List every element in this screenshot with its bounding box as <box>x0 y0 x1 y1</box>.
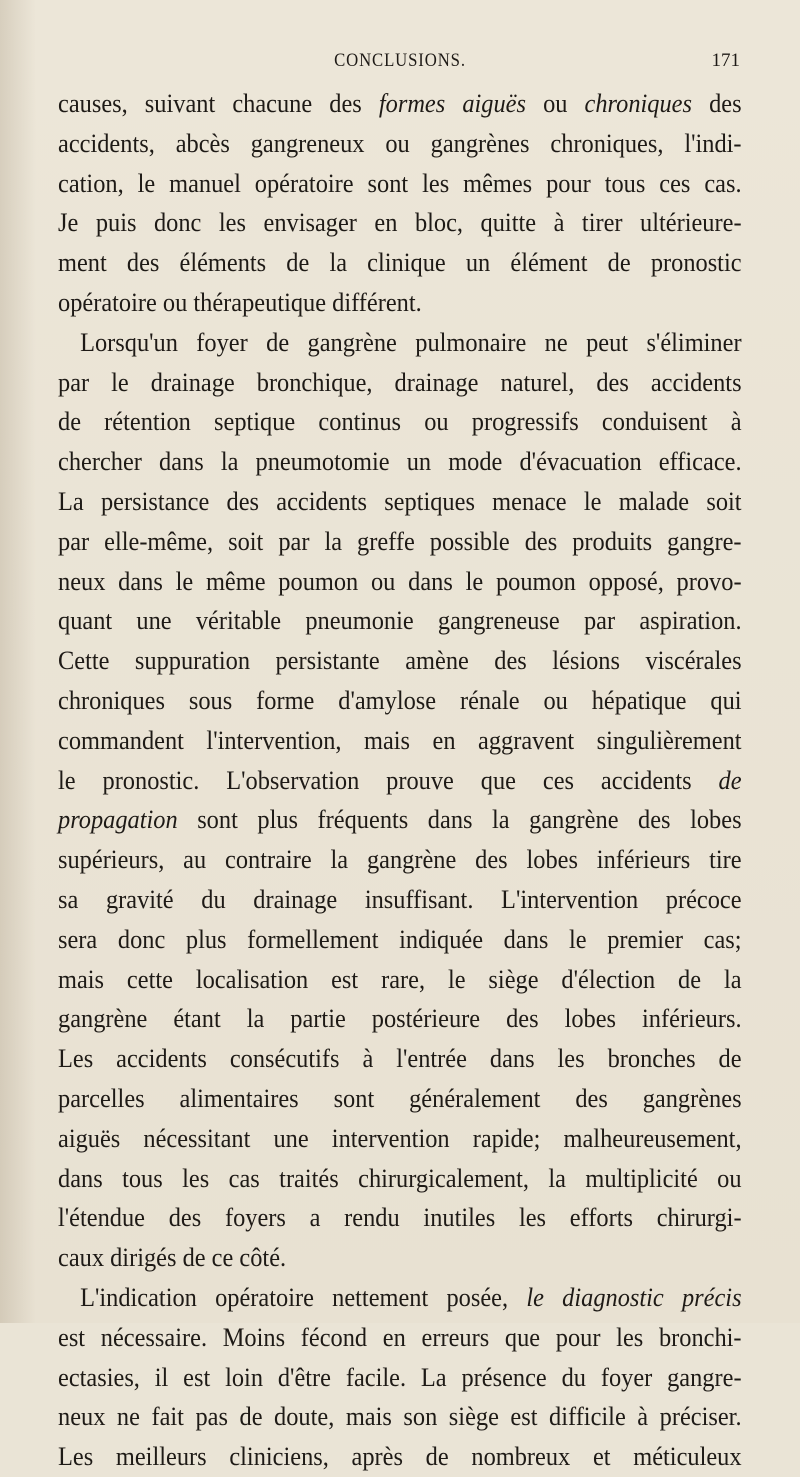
text-segment: l'étendue des foyers a rendu inutiles les efforts chirurgi- <box>58 1202 742 1233</box>
text-line <box>58 721 742 761</box>
text-segment: causes, suivant chacune des <box>58 88 379 118</box>
text-segment: par elle-même, soit par la greffe possible des produits gangre- <box>58 525 742 556</box>
text-line <box>58 601 742 641</box>
text-segment: Les accidents consécutifs à l'entrée dans les bronches de <box>58 1043 742 1074</box>
text-line <box>58 1119 742 1159</box>
text-line <box>58 363 742 403</box>
text-segment: supérieurs, au contraire la gangrène des lobes inférieurs tire <box>58 844 742 875</box>
text-line <box>58 482 742 522</box>
text-segment: le pronostic. L'observation prouve que ces accidents <box>58 764 719 795</box>
text-segment: cation, le manuel opératoire sont les mêmes pour tous ces cas. <box>58 167 742 198</box>
text-segment: des <box>691 88 742 118</box>
page-header <box>60 50 740 80</box>
text-segment: Les meilleurs cliniciens, après de nombreux et méticuleux <box>58 1441 742 1472</box>
text-line <box>58 1039 742 1079</box>
text-line <box>58 999 742 1039</box>
text-line <box>58 960 742 1000</box>
text-line <box>58 124 742 164</box>
text-segment: est nécessaire. Moins fécond en erreurs que pour les bronchi- <box>58 1321 742 1352</box>
text-segment: quant une véritable pneumonie gangreneuse par aspiration. <box>58 605 742 636</box>
text-line <box>58 641 742 681</box>
text-segment: ment des éléments de la clinique un élément de pronostic <box>58 247 742 278</box>
text-segment: de rétention septique continus ou progressifs conduisent à <box>58 406 742 437</box>
text-segment: ou <box>525 88 585 118</box>
text-segment: parcelles alimentaires sont généralement des gangrènes <box>58 1082 742 1113</box>
italic-segment: propagation <box>58 804 178 835</box>
text-line <box>58 920 742 960</box>
text-segment: chercher dans la pneumotomie un mode d'évacuation efficace. <box>58 446 742 477</box>
text-line <box>58 243 742 283</box>
text-line <box>58 84 742 124</box>
text-line <box>58 562 742 602</box>
text-line <box>58 1318 742 1358</box>
text-segment: chroniques sous forme d'amylose rénale ou hépatique qui <box>58 684 742 715</box>
text-line <box>58 880 742 920</box>
text-segment: Cette suppuration persistante amène des lésions viscérales <box>58 645 742 676</box>
text-segment: par le drainage bronchique, drainage naturel, des accidents <box>58 366 742 397</box>
text-line <box>58 840 742 880</box>
text-segment: aiguës nécessitant une intervention rapide; malheureusement, <box>58 1122 742 1153</box>
text-segment: mais cette localisation est rare, le siège d'élection de la <box>58 963 742 994</box>
text-line <box>58 164 742 204</box>
text-segment: dans tous les cas traités chirurgicalement, la multiplicité ou <box>58 1162 742 1193</box>
text-line <box>58 442 742 482</box>
text-line <box>58 203 742 243</box>
text-segment: neux dans le même poumon ou dans le poumon opposé, provo- <box>58 565 742 596</box>
text-line <box>58 1397 742 1437</box>
text-segment: sont plus fréquents dans la gangrène des lobes <box>177 804 742 835</box>
text-line <box>58 1238 742 1278</box>
text-line <box>58 761 742 801</box>
text-line <box>58 283 742 323</box>
text-line <box>58 1159 742 1199</box>
text-segment: gangrène étant la partie postérieure des lobes inférieurs. <box>58 1003 742 1034</box>
text-segment: Je puis donc les envisager en bloc, quitte à tirer ultérieure- <box>58 207 742 238</box>
text-segment: sera donc plus formellement indiquée dans le premier cas; <box>58 923 742 954</box>
text-segment: sa gravité du drainage insuffisant. L'intervention précoce <box>58 883 742 914</box>
text-line <box>58 1437 742 1477</box>
text-line <box>58 522 742 562</box>
text-line <box>58 1079 742 1119</box>
italic-segment: formes aiguës <box>378 88 526 118</box>
text-segment: L'indication opératoire nettement posée, <box>80 1281 527 1312</box>
body-text <box>58 84 742 1477</box>
text-line <box>58 1278 742 1318</box>
running-title: CONCLUSIONS. <box>334 50 466 71</box>
italic-segment: le diagnostic précis <box>526 1281 742 1312</box>
page-number: 171 <box>711 50 740 71</box>
text-line <box>58 800 742 840</box>
text-line <box>58 1198 742 1238</box>
text-segment: La persistance des accidents septiques menace le malade soit <box>58 485 742 516</box>
italic-segment: chroniques <box>584 88 692 118</box>
text-line <box>58 323 742 363</box>
text-segment: Lorsqu'un foyer de gangrène pulmonaire ne peut s'éliminer <box>80 326 742 357</box>
italic-segment: de <box>718 764 742 795</box>
text-line <box>58 681 742 721</box>
text-segment: caux dirigés de ce côté. <box>58 1242 287 1273</box>
text-segment: opératoire ou thérapeutique différent. <box>58 286 422 317</box>
text-segment: ectasies, il est loin d'être facile. La présence du foyer gangre- <box>58 1361 742 1392</box>
text-line <box>58 1358 742 1398</box>
text-segment: commandent l'intervention, mais en aggravent singulièrement <box>58 724 742 755</box>
text-line <box>58 402 742 442</box>
text-segment: accidents, abcès gangreneux ou gangrènes chroniques, l'indi- <box>58 127 742 158</box>
text-segment: neux ne fait pas de doute, mais son siège est difficile à préciser. <box>58 1401 742 1432</box>
